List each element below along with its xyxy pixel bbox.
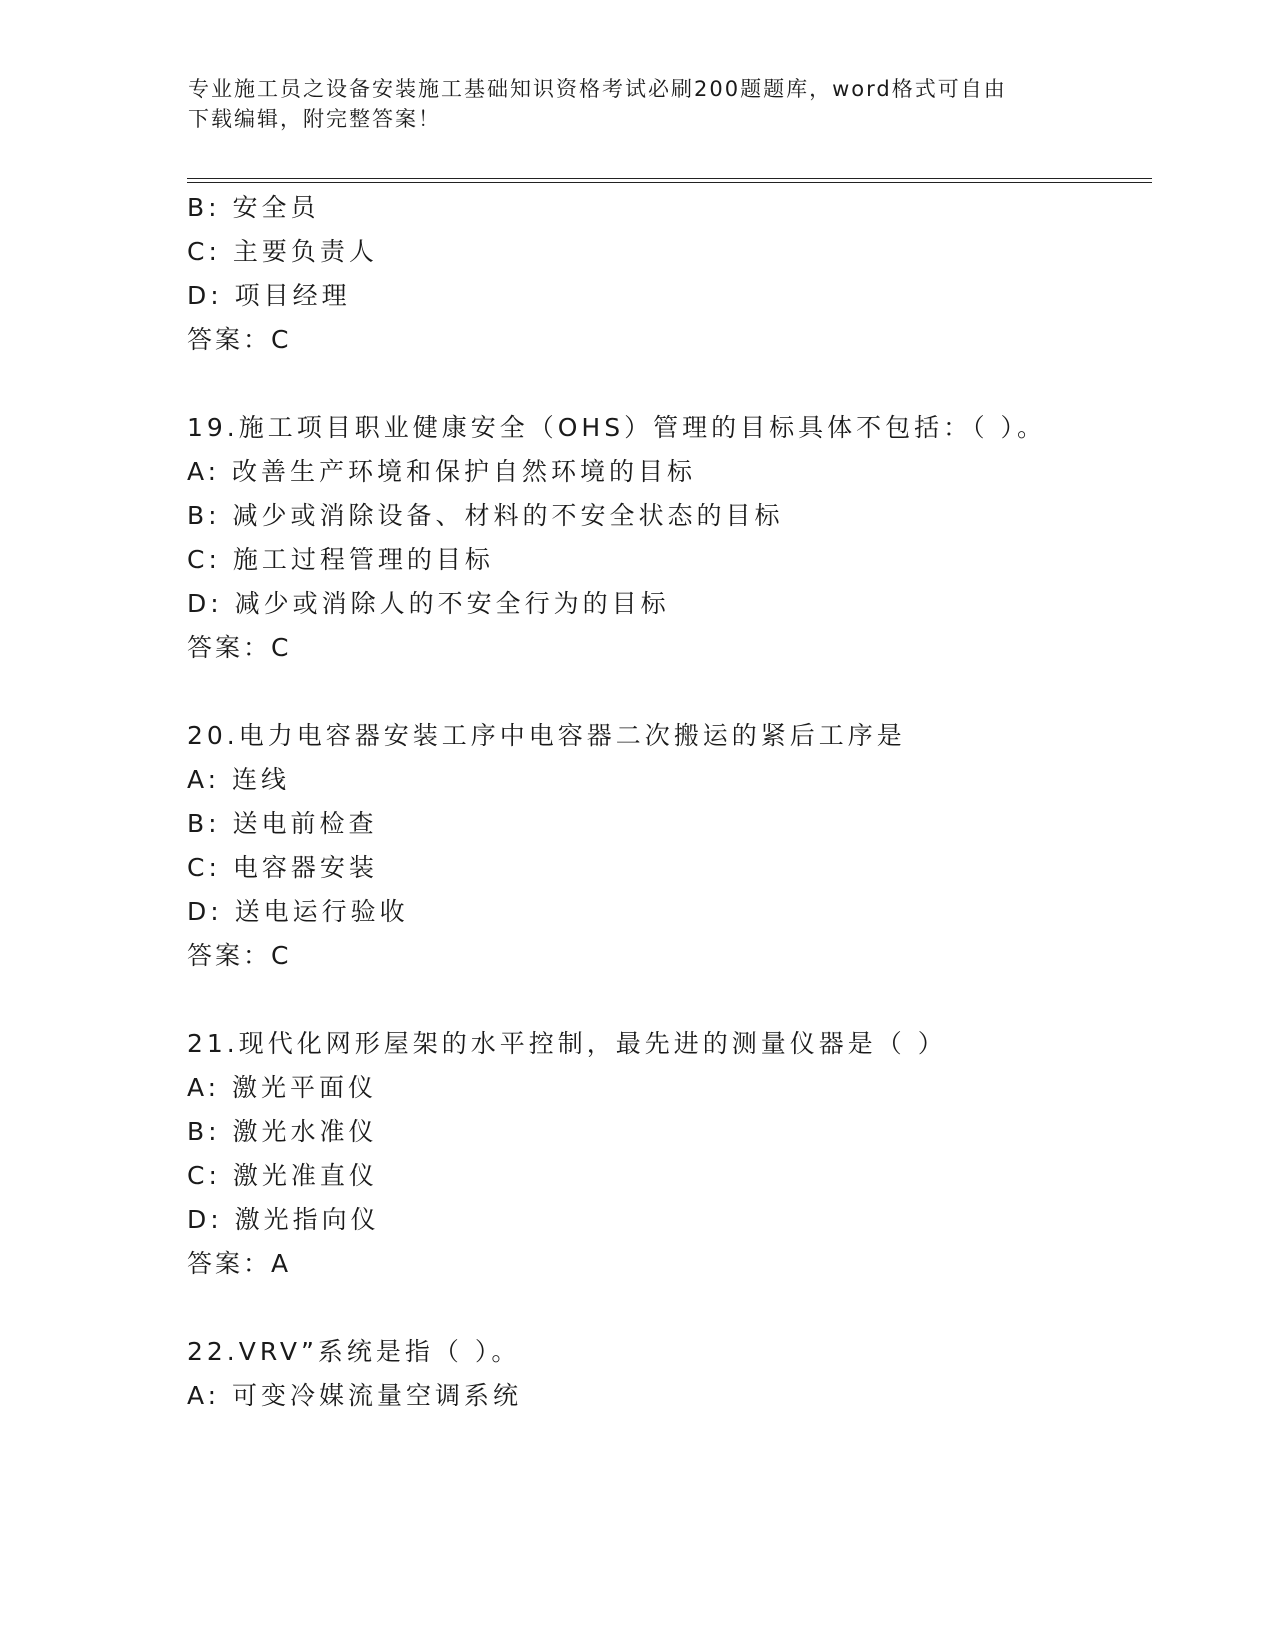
option-line: D: 项目经理 xyxy=(187,281,351,310)
question-text: 22.VRV”系统是指（ ）。 xyxy=(187,1337,521,1366)
option-line: D: 激光指向仪 xyxy=(187,1205,380,1234)
answer-line: 答案：C xyxy=(187,633,292,662)
option-line: A: 改善生产环境和保护自然环境的目标 xyxy=(187,457,697,486)
answer-line: 答案：C xyxy=(187,325,292,354)
option-line: D: 减少或消除人的不安全行为的目标 xyxy=(187,589,670,618)
option-line: C: 施工过程管理的目标 xyxy=(187,545,494,574)
header-line-2: 下载编辑，附完整答案！ xyxy=(188,107,441,131)
option-line: C: 电容器安装 xyxy=(187,853,378,882)
option-line: A: 可变冷媒流量空调系统 xyxy=(187,1381,523,1410)
option-line: A: 激光平面仪 xyxy=(187,1073,378,1102)
question-text: 21.现代化网形屋架的水平控制，最先进的测量仪器是（ ） xyxy=(187,1029,947,1058)
option-line: B: 减少或消除设备、材料的不安全状态的目标 xyxy=(187,501,784,530)
option-line: D: 送电运行验收 xyxy=(187,897,409,926)
header-rule-bottom xyxy=(187,182,1152,183)
answer-line: 答案：C xyxy=(187,941,292,970)
question-text: 20.电力电容器安装工序中电容器二次搬运的紧后工序是 xyxy=(187,721,906,750)
option-line: A: 连线 xyxy=(187,765,291,794)
header-line-1: 专业施工员之设备安装施工基础知识资格考试必刷200题题库，word格式可自由 xyxy=(188,77,1007,101)
option-line: C: 主要负责人 xyxy=(187,237,378,266)
question-text: 19.施工项目职业健康安全（OHS）管理的目标具体不包括：（ ）。 xyxy=(187,413,1047,442)
page-header xyxy=(188,74,1088,134)
option-line: B: 安全员 xyxy=(187,193,320,222)
option-line: C: 激光准直仪 xyxy=(187,1161,378,1190)
option-line: B: 送电前检查 xyxy=(187,809,378,838)
header-rule-top xyxy=(187,178,1152,179)
option-line: B: 激光水准仪 xyxy=(187,1117,378,1146)
answer-line: 答案：A xyxy=(187,1249,292,1278)
